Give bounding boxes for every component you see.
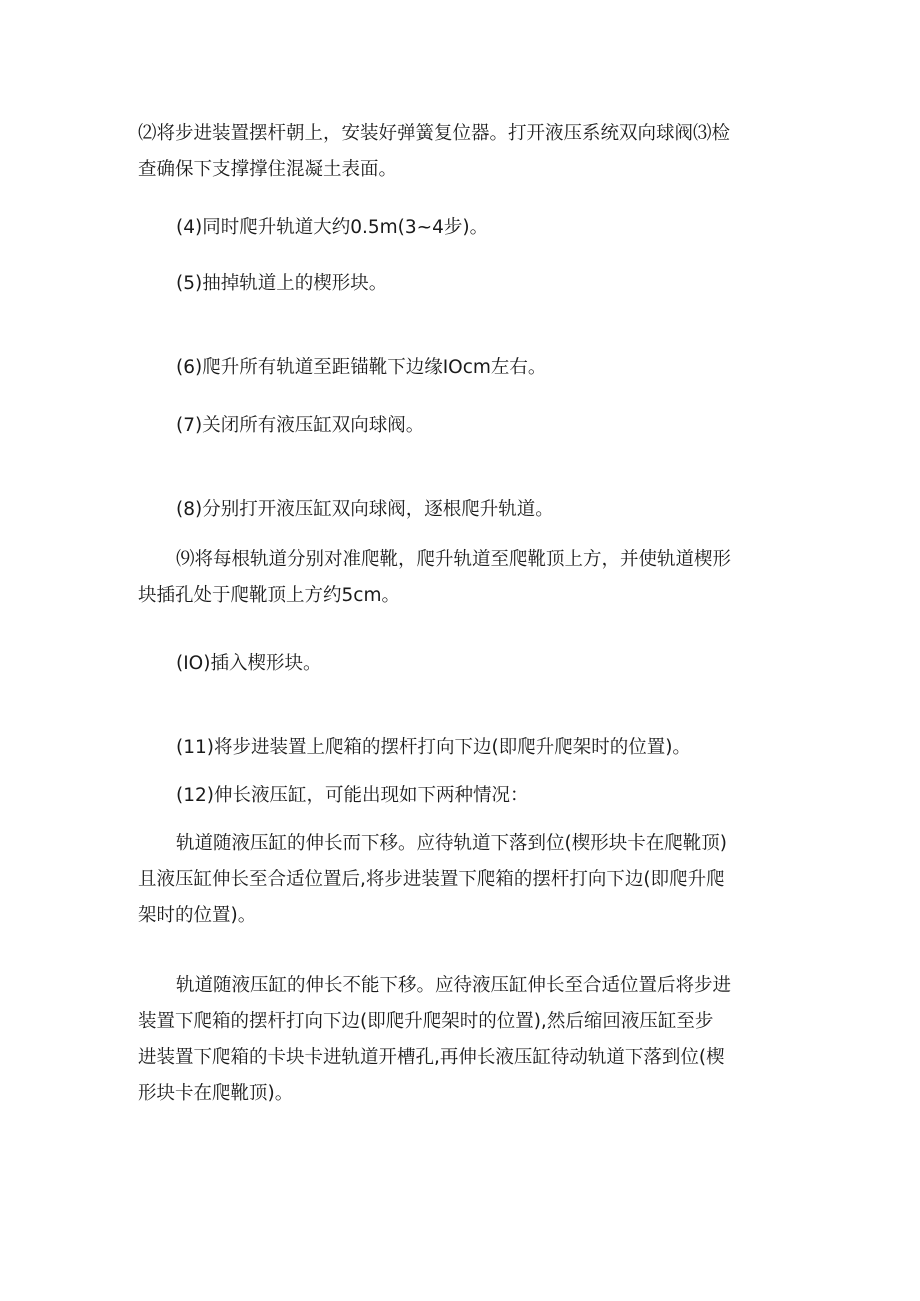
paragraph-step-11 (138, 730, 826, 766)
text-line: 块插孔处于爬靴顶上方约5cm。 (138, 585, 400, 606)
text-line: 进装置下爬箱的卡块卡进轨道开槽孔,再伸长液压缸待动轨道下落到位(楔 (138, 1047, 725, 1068)
text-line: (12)伸长液压缸，可能出现如下两种情况： (176, 785, 529, 806)
text-line: ⑼将每根轨道分别对准爬靴，爬升轨道至爬靴顶上方，并使轨道楔形 (176, 549, 732, 570)
text-line: ⑵将步进装置摆杆朝上，安装好弹簧复位器。打开液压系统双向球阀⑶检 (138, 123, 731, 144)
text-line: (7)关闭所有液压缸双向球阀。 (176, 415, 425, 436)
paragraph-step-5 (138, 266, 826, 302)
paragraph-step-8 (138, 492, 826, 528)
text-line: (IO)插入楔形块。 (176, 653, 322, 674)
text-line: 且液压缸伸长至合适位置后,将步进装置下爬箱的摆杆打向下边(即爬升爬 (138, 869, 725, 890)
text-line: 形块卡在爬靴顶)。 (138, 1083, 294, 1104)
text-line: (4)同时爬升轨道大约0.5m(3~4步)。 (176, 217, 489, 238)
text-line: 轨道随液压缸的伸长而下移。应待轨道下落到位(楔形块卡在爬靴顶) (176, 833, 727, 854)
paragraph-step-2-3 (138, 116, 788, 188)
paragraph-case-2 (138, 968, 788, 1112)
text-line: (8)分别打开液压缸双向球阀，逐根爬升轨道。 (176, 499, 554, 520)
text-line: (5)抽掉轨道上的楔形块。 (176, 273, 388, 294)
paragraph-step-6 (138, 350, 826, 386)
paragraph-step-9 (138, 542, 788, 614)
text-line: (11)将步进装置上爬箱的摆杆打向下边(即爬升爬架时的位置)。 (176, 737, 691, 758)
text-line: 查确保下支撑撑住混凝土表面。 (138, 159, 398, 180)
paragraph-step-4 (138, 210, 826, 246)
paragraph-case-1 (138, 826, 788, 934)
paragraph-step-7 (138, 408, 826, 444)
paragraph-step-10 (138, 646, 826, 682)
text-line: 架时的位置)。 (138, 905, 257, 926)
text-line: (6)爬升所有轨道至距锚靴下边缘IOcm左右。 (176, 357, 547, 378)
text-line: 装置下爬箱的摆杆打向下边(即爬升爬架时的位置),然后缩回液压缸至步 (138, 1011, 714, 1032)
text-line: 轨道随液压缸的伸长不能下移。应待液压缸伸长至合适位置后将步进 (176, 975, 732, 996)
paragraph-step-12 (138, 778, 826, 814)
